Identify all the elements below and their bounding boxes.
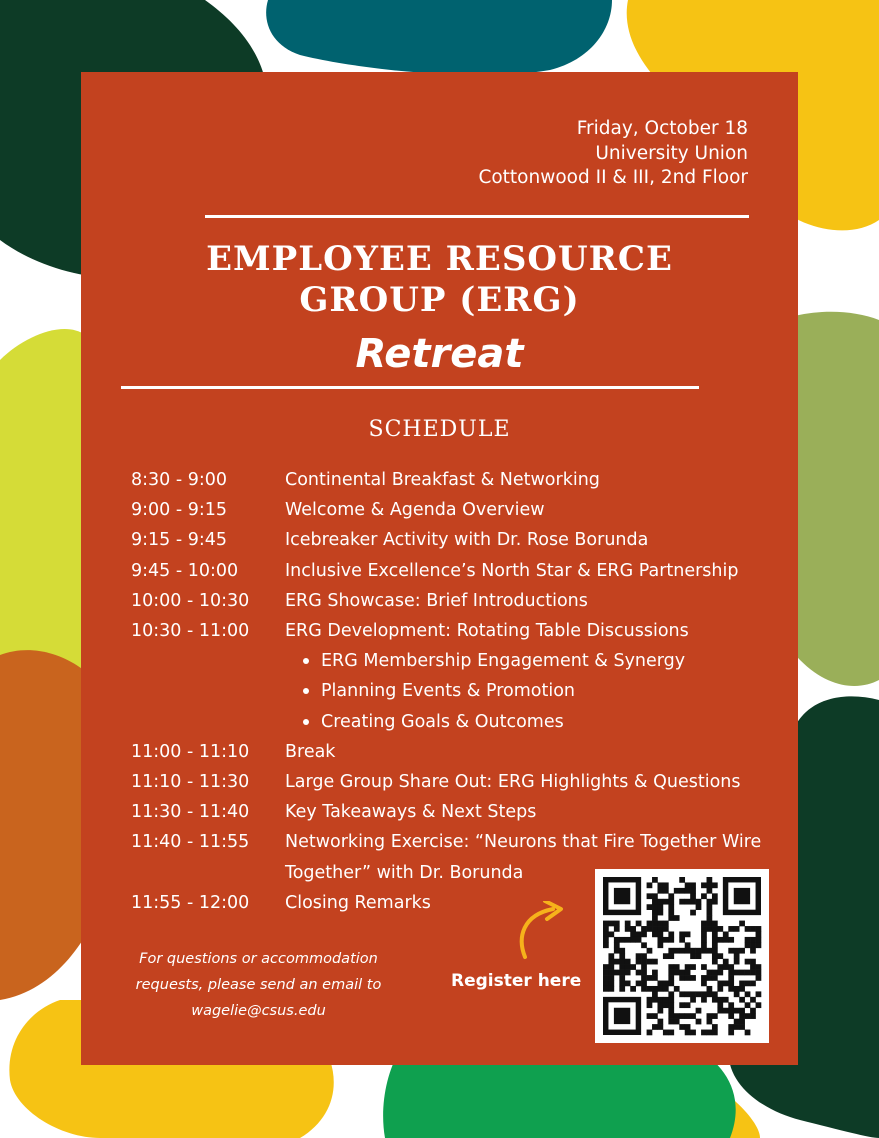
title-line-2: GROUP (ERG) (299, 280, 580, 320)
schedule-activity-text: Closing Remarks (285, 892, 431, 913)
schedule-row (131, 737, 791, 767)
schedule-activity-text: Large Group Share Out: ERG Highlights & Questions (285, 772, 741, 793)
schedule-activity-text: Key Takeaways & Next Steps (285, 802, 537, 823)
schedule-time: 9:45 - 10:00 (131, 560, 239, 581)
schedule-subitem: ERG Membership Engagement & Synergy (285, 646, 791, 676)
schedule-activity-text: Icebreaker Activity with Dr. Rose Borunda (285, 530, 649, 551)
contact-line-2: requests, please send an email to (135, 977, 382, 993)
schedule-activity (285, 616, 791, 737)
register-label[interactable]: Register here (451, 971, 582, 991)
schedule-activity-text: Inclusive Excellence’s North Star & ERG Partnership (285, 560, 739, 581)
teal-blob (266, 0, 612, 75)
schedule-activity-text: ERG Showcase: Brief Introductions (285, 590, 588, 611)
schedule-row (131, 465, 791, 495)
schedule-time: 11:10 - 11:30 (131, 772, 250, 793)
schedule-time: 11:40 - 11:55 (131, 832, 250, 853)
event-venue: University Union (595, 142, 748, 164)
divider-bottom (121, 386, 699, 389)
schedule-time: 11:55 - 12:00 (131, 892, 250, 913)
schedule-activity (285, 767, 791, 797)
lime-blob (0, 329, 85, 681)
schedule-row (131, 767, 791, 797)
schedule-time: 10:00 - 10:30 (131, 590, 250, 611)
event-panel (81, 72, 798, 1065)
schedule-activity (285, 495, 791, 525)
schedule-activity-text: Networking Exercise: “Neurons that Fire Together Wire Together” with Dr. Borunda (285, 832, 762, 883)
schedule-heading: SCHEDULE (368, 417, 511, 442)
schedule-subitem: Planning Events & Promotion (285, 676, 791, 706)
schedule-row (131, 495, 791, 525)
schedule-activity (285, 797, 791, 827)
event-room: Cottonwood II & III, 2nd Floor (478, 167, 748, 188)
schedule-time: 11:30 - 11:40 (131, 802, 250, 823)
schedule-subitems (285, 646, 791, 737)
title-retreat: Retreat (355, 331, 524, 377)
schedule-activity (285, 556, 791, 586)
schedule-row (131, 586, 791, 616)
schedule-row (131, 556, 791, 586)
contact-email[interactable]: wagelie@csus.edu (191, 1003, 326, 1019)
schedule-activity-text: Continental Breakfast & Networking (285, 470, 600, 490)
schedule-time: 10:30 - 11:00 (131, 621, 250, 642)
schedule-time: 8:30 - 9:00 (131, 470, 228, 490)
schedule-time: 9:00 - 9:15 (131, 500, 228, 521)
curved-arrow-icon (513, 901, 581, 961)
contact-info (126, 946, 391, 1024)
title-line-1: EMPLOYEE RESOURCE (206, 239, 673, 279)
qr-code-icon[interactable] (595, 869, 769, 1043)
contact-line-1: For questions or accommodation (139, 951, 378, 967)
schedule-activity (285, 465, 791, 495)
schedule-row (131, 616, 791, 737)
schedule-time: 11:00 - 11:10 (131, 741, 250, 762)
schedule-row (131, 525, 791, 555)
schedule-subitem: Creating Goals & Outcomes (285, 707, 791, 737)
schedule-activity (285, 586, 791, 616)
event-date: Friday, October 18 (576, 118, 748, 139)
event-info (478, 117, 748, 191)
schedule-activity-text: Break (285, 741, 336, 762)
schedule-row (131, 797, 791, 827)
schedule-list (131, 465, 791, 918)
schedule-activity-text: ERG Development: Rotating Table Discussions (285, 621, 689, 642)
schedule-activity (285, 525, 791, 555)
schedule-time: 9:15 - 9:45 (131, 530, 228, 551)
divider-top (205, 215, 749, 218)
schedule-activity-text: Welcome & Agenda Overview (285, 500, 545, 521)
schedule-activity (285, 737, 791, 767)
